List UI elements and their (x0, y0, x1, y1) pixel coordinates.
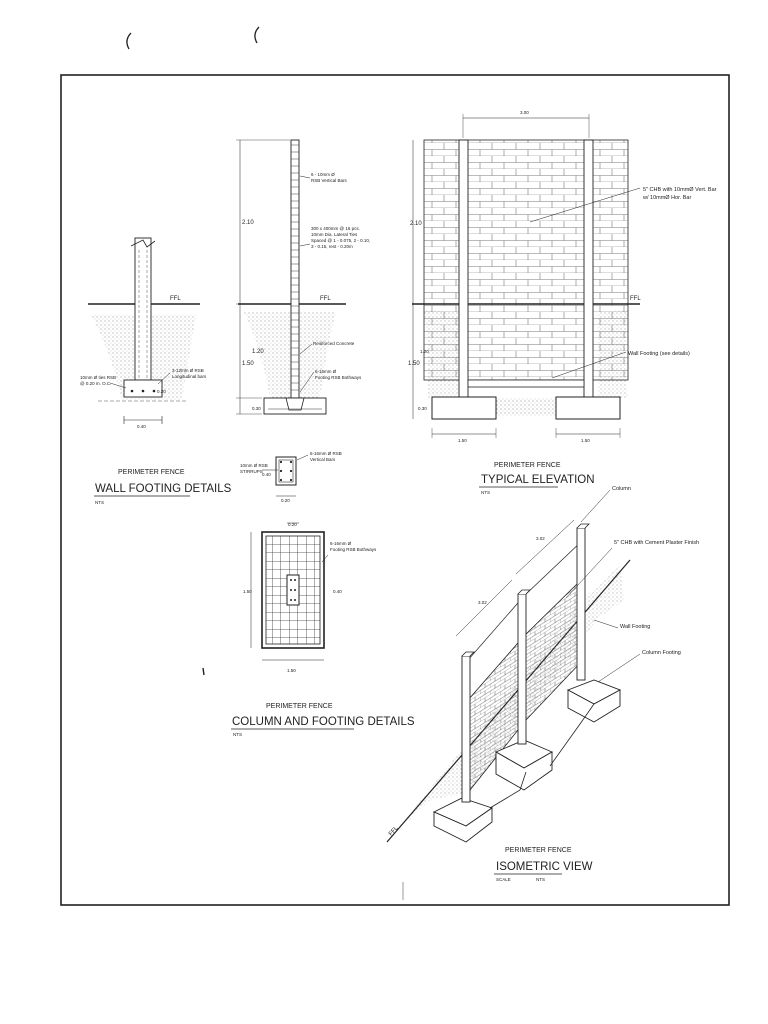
column-section-dim-below: 1.20 (252, 349, 264, 355)
isometric-note-column-footing: Column Footing (642, 650, 681, 656)
isometric-dim-upper: 3.02 (536, 536, 545, 541)
elevation-subtitle: PERIMETER FENCE (494, 462, 561, 469)
column-section-ffl: FFL (320, 296, 331, 302)
footing-plan-dim-right: 0.40 (333, 589, 342, 594)
elevation-dim-right: 1.50 (581, 438, 590, 443)
wall-footing-dim-width: 0.40 (137, 424, 146, 429)
wall-footing-note-bars: 3-12mm Ø RSB Longitudinal bars (172, 368, 207, 379)
isometric-scale: NTS (536, 877, 545, 882)
elevation-ffl: FFL (630, 296, 641, 302)
elevation-dim-left: 1.50 (458, 438, 467, 443)
elevation-dim-span: 3.00 (520, 110, 529, 115)
isometric-note-chb: 5" CHB with Cement Plaster Finish (614, 540, 700, 546)
isometric-note-column: Column (612, 486, 631, 492)
elevation-note-chb: 5" CHB with 10mmØ Vert. Bar w/ 10mmØ Hor. Bar (643, 187, 717, 201)
isometric-subtitle: PERIMETER FENCE (505, 847, 572, 854)
typical-elevation (412, 114, 640, 438)
elevation-dim-above: 2.10 (410, 221, 422, 227)
punch-mark-left (127, 33, 131, 49)
wall-footing-detail (88, 238, 200, 424)
elevation-dim-footing: 0.30 (418, 406, 427, 411)
wall-footing-scale: NTS (95, 500, 104, 505)
isometric-dim-lower: 3.02 (478, 600, 487, 605)
wall-footing-ffl: FFL (170, 296, 181, 302)
elevation-scale: NTS (481, 490, 490, 495)
footing-plan-subtitle: PERIMETER FENCE (266, 703, 333, 710)
wall-footing-subtitle: PERIMETER FENCE (118, 469, 185, 476)
wall-footing-note-ties: 10mm Ø ties RSB @ 0.20 m. O.C. (80, 375, 117, 386)
punch-mark-right (255, 27, 259, 43)
column-section-note-vertical: 6 - 10mm Ø RSB Vertical Bars (311, 172, 347, 183)
elevation-note-footing: Wall Footing (see details) (628, 351, 690, 357)
column-section-note-concrete: Reinforced Concrete (313, 341, 355, 346)
elevation-dim-below2: 1.50 (408, 361, 420, 367)
column-section-dim-footing: 0.30 (252, 406, 261, 411)
footing-plan-dim-left: 1.50 (243, 589, 252, 594)
footing-plan-scale: NTS (233, 732, 242, 737)
isometric-ffl: FFL (388, 825, 400, 838)
column-section-note-footing: 6-16mm Ø Footing RSB Bothways (315, 369, 362, 380)
column-detail-dim-w: 0.20 (281, 498, 290, 503)
column-detail-note-bars: 6-16mm Ø RSB Vertical Bars (310, 451, 342, 462)
column-section-dim-depth: 1.50 (242, 361, 254, 367)
footing-plan-dim-top: 0.20 (288, 522, 297, 527)
footing-plan-dim-bottom: 1.50 (287, 668, 296, 673)
elevation-dim-below1: 1.20 (420, 349, 429, 354)
elevation-title: TYPICAL ELEVATION (481, 474, 595, 486)
isometric-title: ISOMETRIC VIEW (496, 861, 593, 873)
column-detail-note-stirrups: 10mm Ø RSB STIRRUPS (240, 463, 268, 474)
isometric-scale-label: SCALE (496, 877, 511, 882)
wall-footing-dim-height: 0.20 (157, 389, 166, 394)
isometric-view (387, 490, 640, 842)
column-section-note-ties: 300 x 400mm @ 16 pcs. 10mm Dia. Lateral Ties Spaced @ 1 - 0.075, 2 - 0.10, 3 - 0.15, rest - 0.20m (311, 226, 371, 249)
column-section-dim-above: 2.10 (242, 220, 254, 226)
footing-plan (251, 523, 328, 660)
wall-footing-title: WALL FOOTING DETAILS (95, 483, 232, 495)
isometric-note-wall-footing: Wall Footing (620, 624, 651, 630)
footing-plan-title: COLUMN AND FOOTING DETAILS (232, 716, 415, 728)
footing-plan-note-rsb: 6-16mm Ø Footing RSB Bothways (330, 541, 377, 552)
scan-mark (203, 668, 204, 675)
column-detail-dim-h: 0.40 (262, 472, 271, 477)
